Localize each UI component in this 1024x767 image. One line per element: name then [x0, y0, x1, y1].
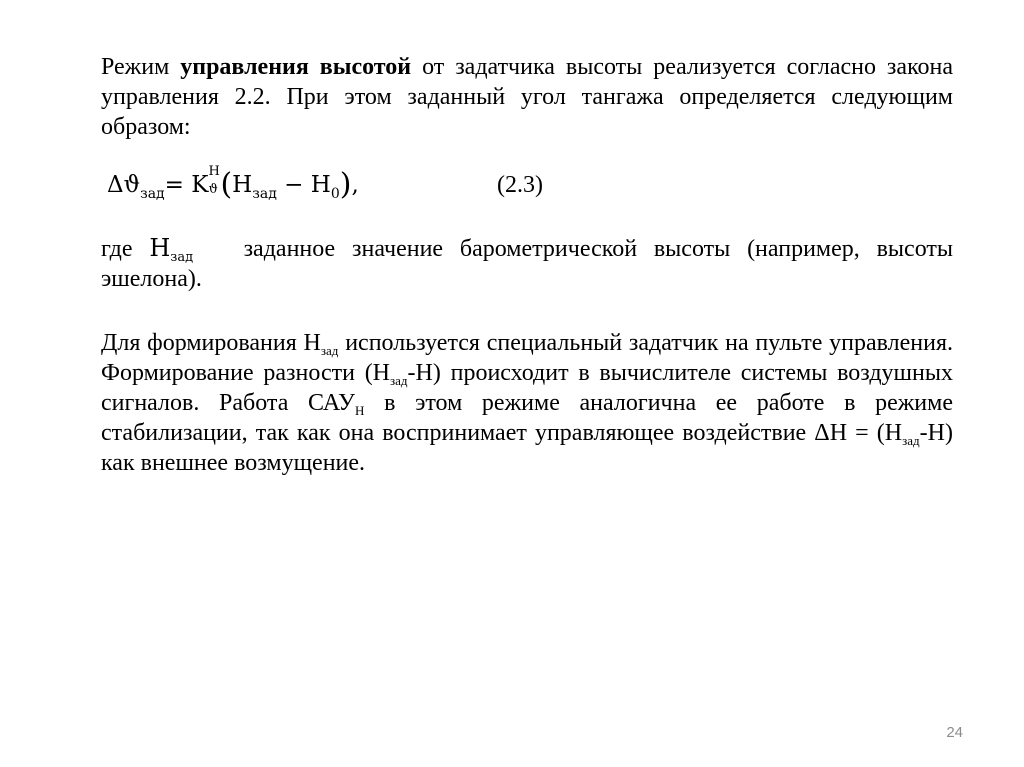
where-h: H — [149, 234, 171, 262]
intro-text-end: от задатчика высоты реализуется согласно закона управления 2.2. При этом заданный угол тангажа определяется следующим образом: — [101, 54, 953, 140]
eq-h0: H — [310, 172, 331, 198]
paragraph-where — [101, 233, 959, 294]
eq-close-paren: ) — [339, 167, 352, 202]
paragraph-formation — [101, 328, 953, 478]
eq-lhs-sub: зад — [140, 186, 165, 202]
eq-comma: , — [351, 172, 359, 198]
formation-text-2: используется специальный задатчик на пульте управления. Формирование разности (H — [101, 330, 953, 386]
eq-gain: K — [191, 172, 209, 198]
eq-gain-indices — [208, 165, 220, 195]
formation-sub-4: зад — [902, 433, 920, 448]
eq-h: H — [232, 172, 253, 198]
formation-sub-1: зад — [320, 343, 339, 358]
eq-h0-sub: 0 — [330, 186, 340, 202]
eq-equals: = — [164, 172, 192, 198]
formation-text-1: Для формирования H — [101, 330, 321, 356]
page-number: 24 — [946, 724, 963, 741]
where-text-start: где — [101, 236, 150, 262]
equation-row — [107, 165, 707, 205]
eq-h-sub: зад — [252, 186, 277, 202]
intro-bold-term: управления высотой — [180, 54, 412, 80]
eq-minus: − — [276, 172, 311, 198]
equation-2-3 — [107, 165, 359, 205]
paragraph-intro — [101, 52, 953, 142]
intro-text-start: Режим — [101, 54, 181, 80]
where-h-sub: зад — [170, 250, 194, 265]
formation-sub-3: H — [355, 403, 365, 418]
equation-number: (2.3) — [497, 172, 543, 198]
formation-text-5: -H) как внешнее возмущение. — [101, 420, 953, 476]
formation-text-4: в этом режиме аналогична ее работе в режиме стабилизации, так как она воспринимает управляющее воздействие ΔH = (H — [101, 390, 953, 446]
eq-lhs: Δϑ — [107, 172, 141, 198]
eq-gain-sub: ϑ — [208, 182, 218, 197]
where-text-end: заданное значение барометрической высоты (например, высоты эшелона). — [101, 236, 959, 292]
formation-text-3: -H) происходит в вычислителе системы воздушных сигналов. Работа САУ — [101, 360, 953, 416]
eq-open-paren: ( — [220, 167, 233, 202]
eq-gain-sup: H — [208, 164, 220, 179]
formation-sub-2: зад — [390, 373, 408, 388]
